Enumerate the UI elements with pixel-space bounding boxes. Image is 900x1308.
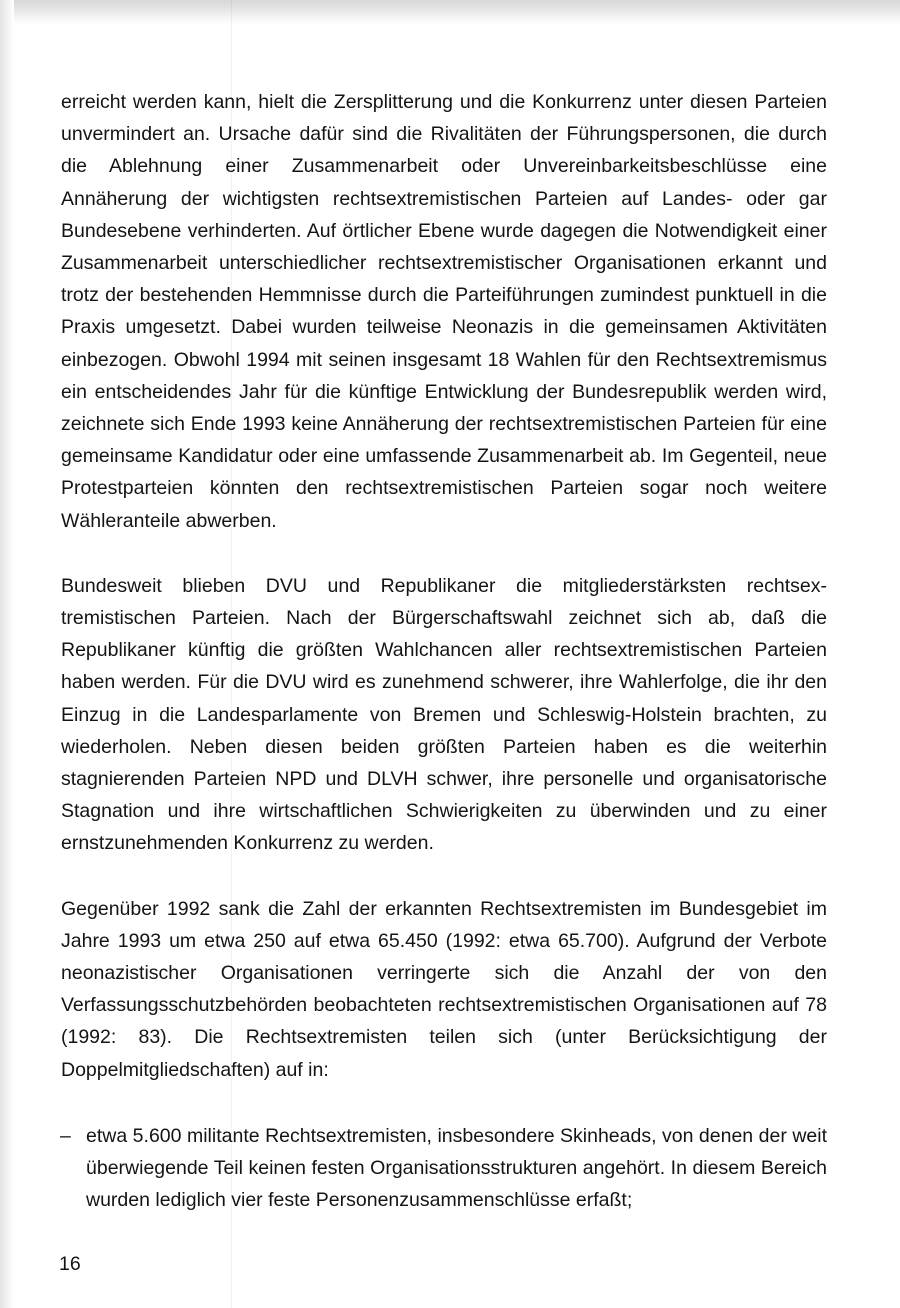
list-dash: – — [60, 1124, 71, 1147]
paragraph-3: Gegenüber 1992 sank die Zahl der erkannten Rechtsextremisten im Bundesgebiet im Jahre 1993 um etwa 250 auf etwa 65.450 (1992: etwa 65.700). Aufgrund der Verbote neonazistischer Organisationen verringerte sich die Anzahl der von den Verfassungsschutzbehörden beobachteten rechtsextremistischen Organisationen auf 78 (1992: 83). Die Rechtsextremisten teilen sich (unter Berücksichtigung der Doppelmitgliedschaften) auf in: — [61, 897, 827, 1081]
scan-left-edge — [0, 0, 14, 1308]
bullet-list — [61, 1120, 827, 1217]
scan-top-edge — [0, 0, 900, 26]
list-item — [61, 1120, 827, 1217]
list-item-text: etwa 5.600 militante Rechtsextremisten, insbesondere Skinheads, von denen der weit überwiegende Teil keinen festen Organisationsstrukturen angehört. In diesem Bereich wurden lediglich vier feste Personenzusammenschlüsse erfaßt; — [86, 1124, 827, 1212]
paragraph-2: Bundesweit blieben DVU und Republikaner die mitgliederstärksten rechtsextremistischen Parteien. Nach der Bürgerschaftswahl zeichnet sich ab, daß die Republikaner künftig die größten Wahlchancen aller rechtsextremistischen Parteien haben werden. Für die DVU wird es zunehmend schwerer, ihre Wahlerfolge, die ihr den Einzug in die Landesparlamente von Bremen und Schleswig-Holstein brachten, zu wiederholen. Neben diesen beiden größten Parteien haben es die weiterhin stagnierenden Parteien NPD und DLVH schwer, ihre personelle und organisatorische Stagnation und ihre wirtschaftlichen Schwierigkeiten zu überwinden und zu einer ernstzunehmenden Konkurrenz zu werden. — [61, 574, 827, 855]
page-number: 16 — [59, 1253, 81, 1275]
page-body — [61, 86, 827, 1217]
paragraph-1: erreicht werden kann, hielt die Zersplitterung und die Konkurrenz unter diesen Parteien unvermindert an. Ursache dafür sind die Rivalitäten der Führungspersonen, die durch die Ablehnung einer Zusammenarbeit oder Unvereinbarkeitsbeschlüsse eine Annäherung der wichtigsten rechtsextremistischen Parteien auf Landes- oder gar Bundesebene verhinderten. Auf örtlicher Ebene wurde dagegen die Notwendigkeit einer Zusammenarbeit unterschiedlicher rechtsextremistischer Organisationen erkannt und trotz der bestehenden Hemmnisse durch die Parteiführungen zumindest punktuell in die Praxis umgesetzt. Dabei wurden teilweise Neonazis in die gemeinsamen Aktivitäten einbezogen. Obwohl 1994 mit seinen insgesamt 18 Wahlen für den Rechtsextremismus ein entscheidendes Jahr für die künftige Entwicklung der Bundesrepublik werden wird, zeichnete sich Ende 1993 keine Annäherung der rechtsextremistischen Parteien für eine gemeinsame Kandidatur oder eine umfassende Zusammenarbeit ab. Im Gegenteil, neue Protestparteien könnten den rechtsextremistischen Parteien sogar noch weitere Wähleranteile abwerben. — [61, 91, 827, 532]
